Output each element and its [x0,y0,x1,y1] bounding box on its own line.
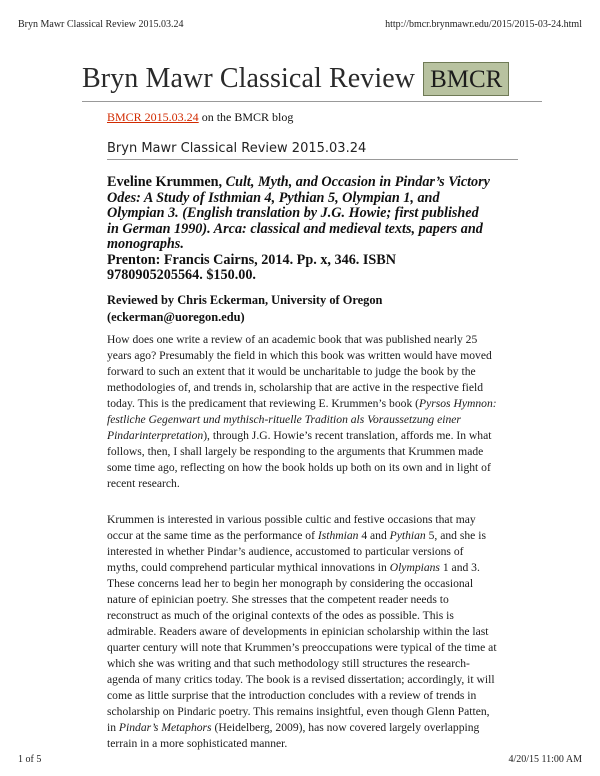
citation-title: Cult, Myth, and Occasion in Pindar’s Victory Odes: A Study of Isthmian 4, Pythian 5, Olympian 1, and Olympian 3. (English translation by J.G. Howie; first published in German 1990). Arca: classical and medieval texts, papers and monographs. [107,174,490,252]
blog-link[interactable]: BMCR 2015.03.24 [107,110,199,124]
german-title: Pyrsos Hymnon: festliche Gegenwart und mythisch-rituelle Tradition als Voraussetzung einer Pindarinterpretation [107,397,497,442]
print-header [18,19,582,30]
masthead-title: Bryn Mawr Classical Review [82,63,416,94]
article-title: Bryn Mawr Classical Review 2015.03.24 [107,141,367,156]
citation-publication: Prenton: Francis Cairns, 2014. Pp. x, 346. ISBN 9780905205564. $150.00. [107,251,397,283]
page-count: 1 of 5 [18,754,42,765]
blog-line [107,110,293,125]
book-citation [107,175,492,284]
print-url: http://bmcr.brynmawr.edu/2015/2015-03-24.html [385,19,582,30]
blog-line-suffix: on the BMCR blog [198,110,294,124]
bmcr-badge: BMCR [423,62,509,96]
citation-author: Eveline Krummen, [107,174,223,190]
header-divider [82,101,542,102]
reviewer-email: (eckerman@uoregon.edu) [107,310,245,324]
reviewer-info [107,292,382,326]
reviewer-name: Reviewed by Chris Eckerman, University of Oregon [107,293,383,307]
print-page-title: Bryn Mawr Classical Review 2015.03.24 [18,19,184,30]
review-paragraph-2: Krummen is interested in various possible cultic and festive occasions that may occur at the same time as the performance of Isthmian 4 and Pythian 5, and she is interested in whether Pindar’s audience, accustomed to particular versions of myths, could comprehend particular mythical innovations in Olympians 1 and 3. These concerns lead her to begin her monograph by considering the occasional nature of epinician poetry. She stresses that the competent reader needs to reconstruct as much of the original contexts of the odes as possible. This is admirable. Readers aware of developments in epinician scholarship within the last quarter century will note that Krummen’s preoccupations were typical of the time at which she was writing and that such methodology still structures the research-agenda of many critics today. The book is a revised dissertation; accordingly, it will come as little surprise that the introduction concludes with a review of trends in scholarship on Pindaric poetry. This remains insightful, even though Glenn Patten, in Pindar’s Metaphors (Heidelberg, 2009), has now covered largely overlapping terrain in a more sophisticated manner. [107,513,497,750]
print-datetime: 4/20/15 11:00 AM [508,754,582,765]
title-divider [107,159,518,160]
review-paragraph-1: How does one write a review of an academic book that was published nearly 25 years ago? Presumably the field in which this book was written would have moved forward to such an extent that it would be uncharitable to judge the book by the methodologies of, and trends in, scholarship that are active in the respective field today. This is the predicament that reviewing E. Krummen’s book (Pyrsos Hymnon: festliche Gegenwart und mythisch-rituelle Tradition als Voraussetzung einer Pindarinterpretation), through J.G. Howie’s recent translation, affords me. In what follows, then, I shall largely be responding to the arguments that Krummen made some time ago, reflecting on how the book holds up both on its own and in light of recent research. [107,333,497,490]
print-footer [18,754,582,765]
masthead-logo[interactable] [82,62,509,96]
